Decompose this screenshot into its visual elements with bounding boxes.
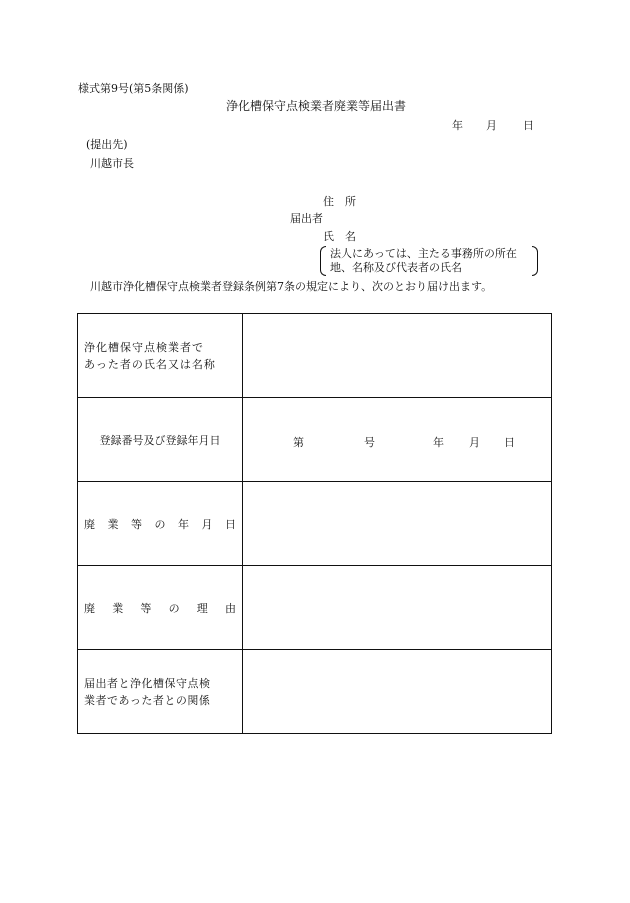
date-input-cell[interactable] (243, 482, 552, 566)
corporate-note-line2: 地、名称及び代表者の氏名 (330, 261, 462, 274)
date-row-char: 月 (201, 517, 213, 531)
date-row-char: 等 (131, 517, 142, 531)
date-month: 月 (486, 119, 497, 132)
corporate-note (320, 246, 538, 276)
registration-row-label: 登録番号及び登録年月日 (78, 398, 243, 482)
form-title: 浄化槽保守点検業者廃業等届出書 (226, 99, 407, 113)
reason-row-char: 業 (112, 601, 124, 615)
table-row-date (78, 482, 552, 566)
registration-day: 日 (504, 436, 515, 449)
intro-text: 川越市浄化槽保守点検業者登録条例第7条の規定により、次のとおり届け出ます。 (90, 280, 493, 293)
reason-row-char: の (168, 601, 180, 615)
registration-input-cell[interactable] (243, 398, 552, 482)
date-row-char: 年 (178, 517, 189, 531)
address-label: 住 所 (323, 195, 356, 208)
reason-row-char: 理 (196, 601, 208, 615)
reason-row-char: 等 (140, 601, 152, 615)
reason-row-label (78, 566, 243, 650)
notifier-label: 届出者 (290, 212, 323, 225)
date-row-char: の (154, 517, 166, 531)
notification-table (77, 313, 552, 734)
registration-month: 月 (469, 436, 480, 449)
name-row-label-line2: あった者の氏名又は名称 (84, 357, 216, 371)
left-bracket (320, 246, 326, 276)
relation-input-cell[interactable] (243, 650, 552, 734)
form-number: 様式第9号(第5条関係) (78, 82, 189, 95)
table-row-relation (78, 650, 552, 734)
corporate-note-line1: 法人にあっては、主たる事務所の所在 (330, 247, 517, 260)
relation-row-label (78, 650, 243, 734)
right-bracket (532, 246, 538, 276)
name-label: 氏 名 (323, 230, 356, 243)
submit-to-label: (提出先) (86, 138, 128, 151)
corporate-note-text (330, 247, 517, 275)
date-row-char: 業 (107, 517, 119, 531)
date-day: 日 (523, 119, 534, 132)
registration-go: 号 (364, 436, 375, 449)
name-input-cell[interactable] (243, 314, 552, 398)
relation-row-label-line2: 業者であった者との関係 (84, 693, 211, 707)
registration-year: 年 (433, 436, 444, 449)
date-row-char: 廃 (84, 517, 95, 531)
table-row-reason (78, 566, 552, 650)
table-row-registration (78, 398, 552, 482)
name-row-label-line1: 浄化槽保守点検業者で (84, 340, 204, 354)
date-row-label (78, 482, 243, 566)
reason-row-char: 廃 (84, 601, 95, 615)
submit-to: 川越市長 (90, 157, 134, 170)
reason-row-char: 由 (224, 601, 236, 615)
name-row-label (78, 314, 243, 398)
reason-input-cell[interactable] (243, 566, 552, 650)
date-year: 年 (452, 119, 463, 132)
date-row-char: 日 (225, 517, 236, 531)
registration-dai: 第 (293, 436, 304, 449)
relation-row-label-line1: 届出者と浄化槽保守点検 (84, 676, 211, 690)
table-row-name (78, 314, 552, 398)
